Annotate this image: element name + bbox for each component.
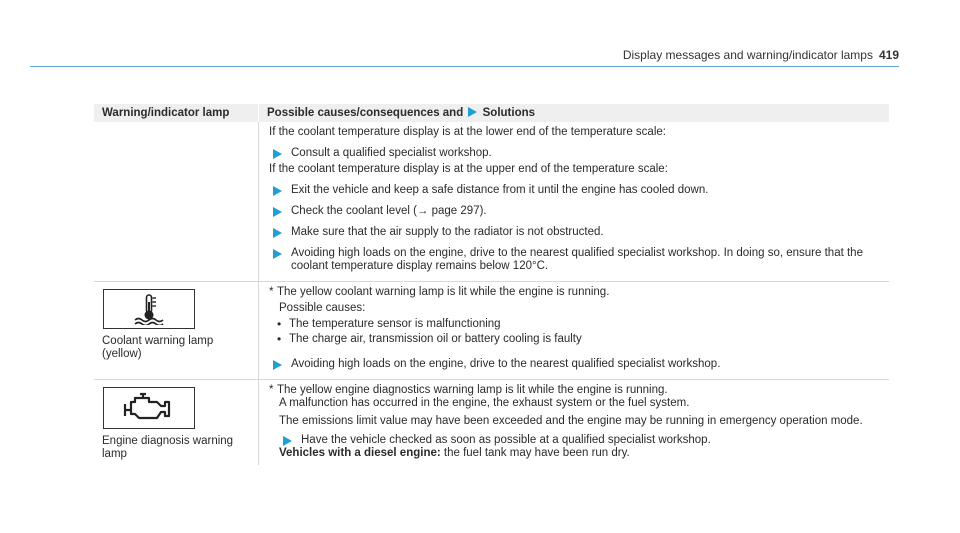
section-title: Display messages and warning/indicator lamps <box>622 48 873 62</box>
play-arrow-icon <box>279 434 301 447</box>
play-arrow-icon <box>269 205 291 218</box>
condition-text: A malfunction has occurred in the engine, the exhaust system or the fuel system. <box>279 397 690 409</box>
warning-lamp-table <box>94 104 889 465</box>
col2-header-suffix: Solutions <box>482 107 536 119</box>
causes-label: Possible causes: <box>279 302 366 314</box>
solution-cell <box>258 282 889 379</box>
lamp-label: Coolant warning lamp (yellow) <box>102 335 214 360</box>
list-item <box>277 333 883 346</box>
play-arrow-icon <box>269 147 291 160</box>
diesel-note <box>269 447 883 460</box>
step-text: Make sure that the air supply to the radiator is not obstructed. <box>291 226 604 238</box>
play-arrow-icon <box>269 226 291 239</box>
solution-step <box>269 147 883 160</box>
page-header <box>30 48 899 67</box>
play-arrow-icon <box>468 105 477 123</box>
condition-text <box>269 286 883 299</box>
solution-step <box>269 184 883 197</box>
page-reference-link[interactable]: Check the coolant level (→ page 297). <box>291 205 487 217</box>
step-text: Consult a qualified specialist workshop. <box>291 147 492 159</box>
bullet-dot-icon: • <box>277 317 282 331</box>
list-item-text: The charge air, transmission oil or battery cooling is faulty <box>289 333 582 345</box>
engine-check-icon <box>103 387 195 429</box>
condition-text: If the coolant temperature display is at the upper end of the temperature scale: <box>269 163 668 175</box>
footnote-star: * <box>269 384 274 396</box>
solution-step <box>269 205 883 218</box>
solution-step <box>279 434 883 447</box>
list-item-text: The temperature sensor is malfunctioning <box>289 318 501 330</box>
condition-text <box>269 384 883 397</box>
col2-header-prefix: Possible causes/consequences and <box>267 107 464 119</box>
step-text: Avoiding high loads on the engine, drive to the nearest qualified specialist workshop. In doing so, ensure that the coolant temperature display remains below 120°C. <box>291 247 863 272</box>
page-number: 419 <box>878 48 899 62</box>
footnote-star: * <box>269 286 274 298</box>
play-arrow-icon <box>269 358 291 371</box>
solution-cell <box>258 122 889 281</box>
coolant-temperature-icon <box>103 289 195 329</box>
condition-text: If the coolant temperature display is at the lower end of the temperature scale: <box>269 126 666 138</box>
step-text: Avoiding high loads on the engine, drive to the nearest qualified specialist workshop. <box>291 358 721 370</box>
condition-text: The emissions limit value may have been exceeded and the engine may be running in emergency operation mode. <box>279 415 863 427</box>
diesel-text: the fuel tank may have been run dry. <box>440 447 630 459</box>
step-text: Have the vehicle checked as soon as possible at a qualified specialist workshop. <box>301 434 711 446</box>
play-arrow-icon <box>269 184 291 197</box>
table-row <box>94 282 889 380</box>
solution-cell <box>258 380 889 465</box>
header-text <box>623 48 899 62</box>
bullet-dot-icon: • <box>277 332 282 346</box>
condition-text-body: The yellow engine diagnostics warning lamp is lit while the engine is running. <box>277 384 668 396</box>
solution-step <box>269 226 883 239</box>
list-item <box>277 318 883 331</box>
col1-header: Warning/indicator lamp <box>102 107 230 119</box>
lamp-cell <box>94 282 258 379</box>
lamp-label: Engine diagnosis warning lamp <box>102 435 234 460</box>
table-header <box>94 104 889 122</box>
lamp-cell <box>94 122 258 281</box>
lamp-cell <box>94 380 258 465</box>
solution-step <box>269 247 883 273</box>
step-text: Exit the vehicle and keep a safe distance from it until the engine has cooled down. <box>291 184 709 196</box>
diesel-label: Vehicles with a diesel engine: <box>279 447 441 459</box>
table-row <box>94 380 889 465</box>
play-arrow-icon <box>269 247 291 273</box>
condition-text-body: The yellow coolant warning lamp is lit while the engine is running. <box>277 286 610 298</box>
solution-step <box>269 358 883 371</box>
table-row <box>94 122 889 282</box>
col2-header <box>258 104 889 122</box>
